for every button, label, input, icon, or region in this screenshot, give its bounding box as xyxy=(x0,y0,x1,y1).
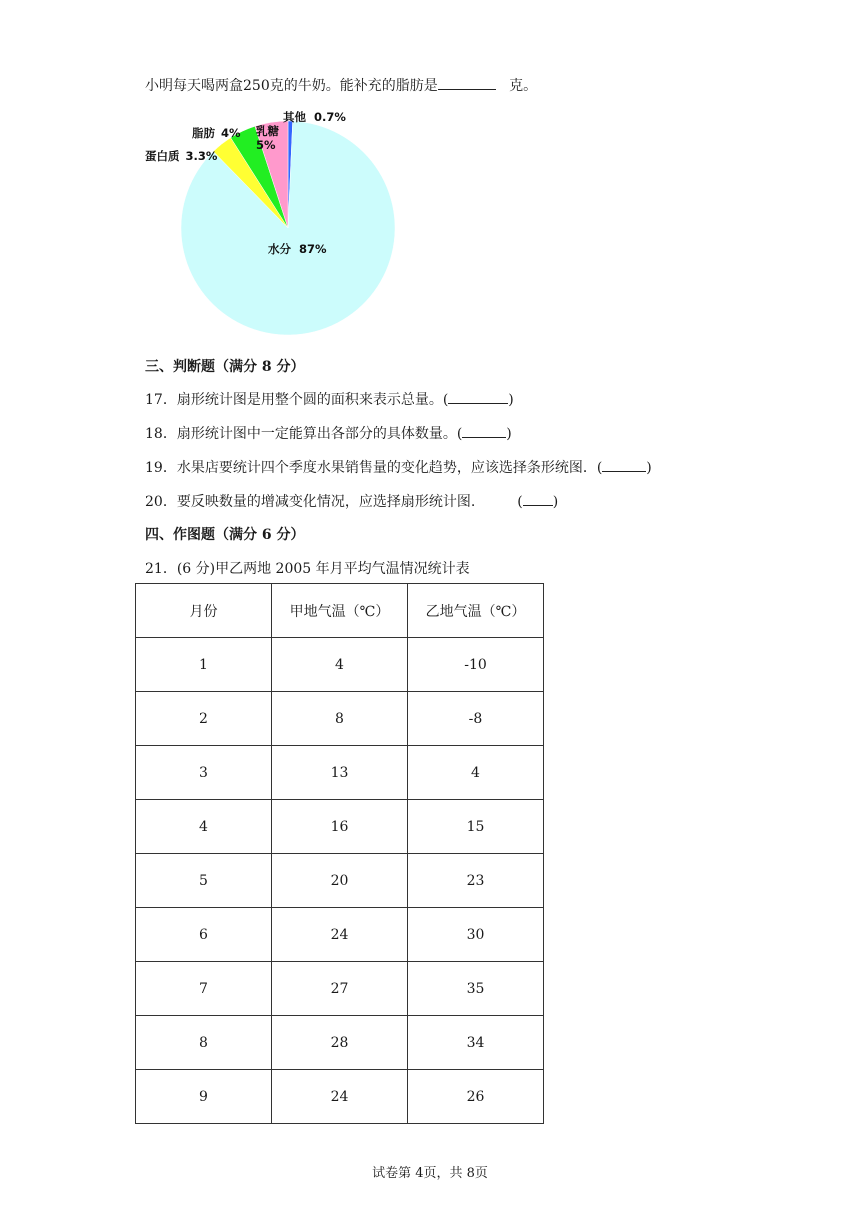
cell-a-temp: 13 xyxy=(272,746,408,800)
table-header-row xyxy=(136,584,544,638)
cell-month: 8 xyxy=(136,1016,272,1070)
label-other: 其他 0.7% xyxy=(283,110,346,124)
cell-b-temp: -10 xyxy=(408,638,544,692)
section-3-heading: 三、判断题（满分 8 分） xyxy=(145,359,305,375)
question-16-unit: 克。 xyxy=(509,78,538,94)
table-row xyxy=(136,692,544,746)
cell-a-temp: 8 xyxy=(272,692,408,746)
cell-a-temp: 28 xyxy=(272,1016,408,1070)
cell-month: 5 xyxy=(136,854,272,908)
label-protein: 蛋白质 3.3% xyxy=(145,149,218,163)
cell-a-temp: 20 xyxy=(272,854,408,908)
answer-blank[interactable] xyxy=(438,75,496,90)
table-row xyxy=(136,1016,544,1070)
label-fat: 脂肪 4% xyxy=(192,126,241,140)
page-footer: 试卷第 4页，共 8页 xyxy=(372,1166,488,1181)
question-18: 18．扇形统计图中一定能算出各部分的具体数量。( ) xyxy=(145,423,512,443)
table-row xyxy=(136,638,544,692)
answer-blank[interactable] xyxy=(602,457,646,472)
table-row xyxy=(136,908,544,962)
question-21: 21．(6 分)甲乙两地 2005 年月平均气温情况统计表 xyxy=(145,561,470,577)
cell-month: 6 xyxy=(136,908,272,962)
answer-blank[interactable] xyxy=(523,491,553,506)
cell-month: 7 xyxy=(136,962,272,1016)
table-row xyxy=(136,1070,544,1124)
question-16 xyxy=(145,75,537,95)
cell-b-temp: 34 xyxy=(408,1016,544,1070)
question-16-text: 小明每天喝两盒250克的牛奶。能补充的脂肪是 xyxy=(145,78,438,94)
cell-month: 1 xyxy=(136,638,272,692)
cell-a-temp: 24 xyxy=(272,908,408,962)
header-a-temp: 甲地气温（℃） xyxy=(272,584,408,638)
cell-a-temp: 4 xyxy=(272,638,408,692)
question-19: 19．水果店要统计四个季度水果销售量的变化趋势，应该选择条形统图．( ) xyxy=(145,457,652,477)
cell-b-temp: 35 xyxy=(408,962,544,1016)
cell-b-temp: 26 xyxy=(408,1070,544,1124)
table-row xyxy=(136,854,544,908)
question-20: 20．要反映数量的增减变化情况，应选择扇形统计图. ( ) xyxy=(145,491,558,511)
temperature-table xyxy=(135,583,544,1124)
cell-b-temp: 4 xyxy=(408,746,544,800)
label-water: 水分 87% xyxy=(268,242,327,256)
label-lactose-pct: 5% xyxy=(256,138,276,152)
cell-b-temp: 23 xyxy=(408,854,544,908)
cell-month: 4 xyxy=(136,800,272,854)
answer-blank[interactable] xyxy=(462,423,506,438)
question-17: 17．扇形统计图是用整个圆的面积来表示总量。( ) xyxy=(145,389,514,409)
section-4-heading: 四、作图题（满分 6 分） xyxy=(145,527,305,543)
answer-blank[interactable] xyxy=(448,389,508,404)
table-row xyxy=(136,746,544,800)
cell-b-temp: 30 xyxy=(408,908,544,962)
cell-b-temp: 15 xyxy=(408,800,544,854)
cell-a-temp: 27 xyxy=(272,962,408,1016)
header-b-temp: 乙地气温（℃） xyxy=(408,584,544,638)
cell-a-temp: 16 xyxy=(272,800,408,854)
table-row xyxy=(136,962,544,1016)
milk-composition-pie-chart xyxy=(140,100,440,345)
header-month: 月份 xyxy=(136,584,272,638)
table-row xyxy=(136,800,544,854)
cell-month: 2 xyxy=(136,692,272,746)
label-lactose-name: 乳糖 xyxy=(256,124,279,138)
cell-month: 9 xyxy=(136,1070,272,1124)
cell-b-temp: -8 xyxy=(408,692,544,746)
cell-a-temp: 24 xyxy=(272,1070,408,1124)
cell-month: 3 xyxy=(136,746,272,800)
